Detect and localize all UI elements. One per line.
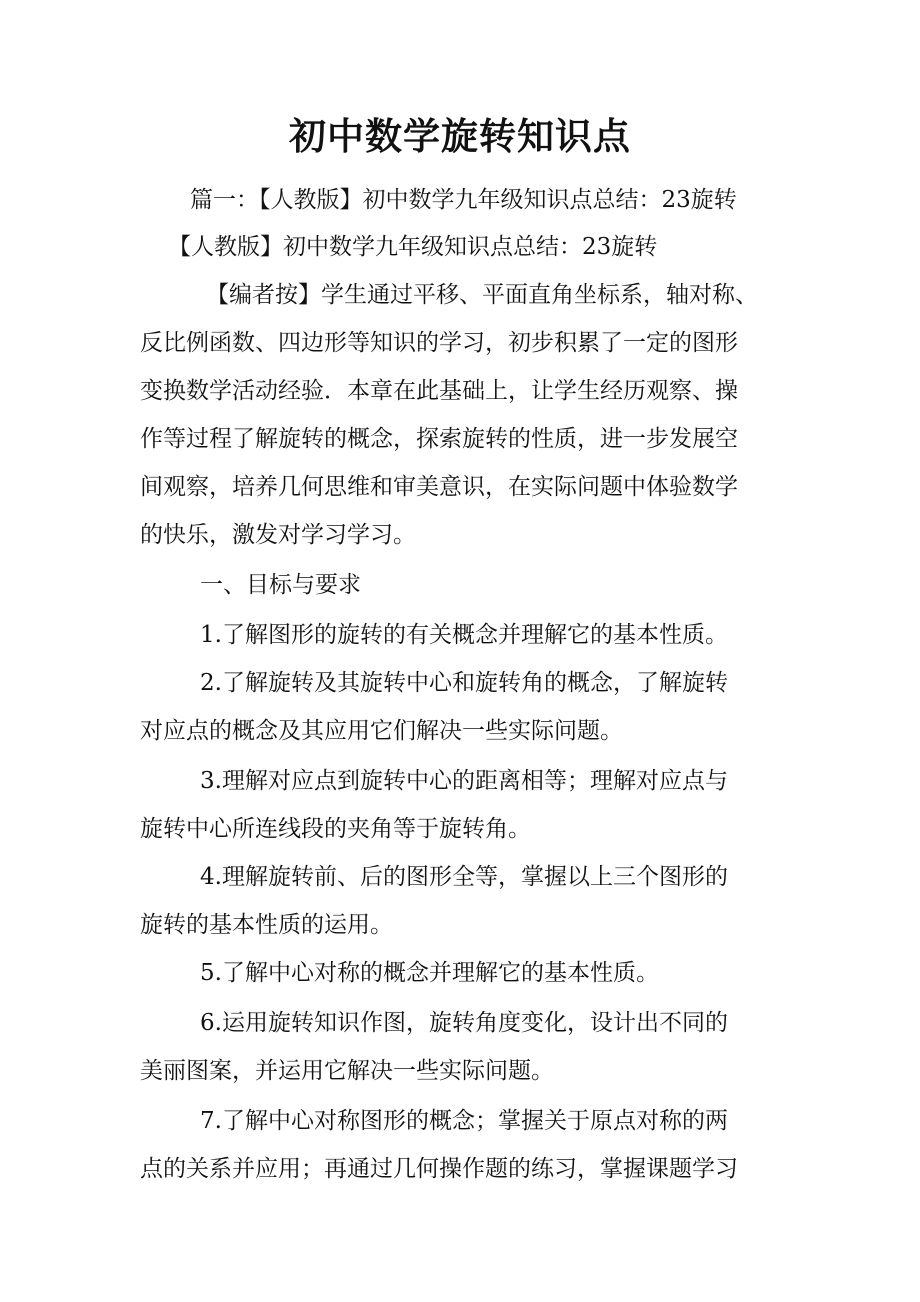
text-line: 5.了解中心对称的概念并理解它的基本性质。: [200, 960, 659, 986]
text-line: 作等过程了解旋转的概念，探索旋转的性质，进一步发展空: [140, 426, 738, 452]
document-title: 初中数学旋转知识点: [289, 114, 631, 158]
text-line: 3.理解对应点到旋转中心的距离相等；理解对应点与: [200, 768, 728, 794]
section-heading: 一、目标与要求: [200, 572, 361, 598]
text-line: 旋转的基本性质的运用。: [140, 912, 393, 938]
text-line: 变换数学活动经验．本章在此基础上，让学生经历观察、操: [140, 378, 738, 404]
text-line: 1.了解图形的旋转的有关概念并理解它的基本性质。: [200, 622, 728, 648]
text-line: 点的关系并应用；再通过几何操作题的练习，掌握课题学习: [140, 1156, 738, 1182]
text-line: 对应点的概念及其应用它们解决一些实际问题。: [140, 718, 623, 744]
text-line: 的快乐，激发对学习学习。: [140, 522, 416, 548]
text-line: 4.理解旋转前、后的图形全等，掌握以上三个图形的: [200, 864, 728, 890]
text-line: 美丽图案，并运用它解决一些实际问题。: [140, 1058, 554, 1084]
text-line: 间观察，培养几何思维和审美意识，在实际问题中体验数学: [140, 474, 738, 500]
text-line: 反比例函数、四边形等知识的学习，初步积累了一定的图形: [140, 330, 738, 356]
text-line: 6.运用旋转知识作图，旋转角度变化，设计出不同的: [200, 1010, 728, 1036]
text-line: 2.了解旋转及其旋转中心和旋转角的概念，了解旋转: [200, 670, 728, 696]
text-line: 【编者按】学生通过平移、平面直角坐标系，轴对称、: [206, 282, 758, 308]
text-line: 篇一：【人教版】初中数学九年级知识点总结：23旋转: [190, 187, 737, 213]
text-line: 旋转中心所连线段的夹角等于旋转角。: [140, 816, 531, 842]
text-line: 7.了解中心对称图形的概念；掌握关于原点对称的两: [200, 1108, 728, 1134]
text-line: 【人教版】初中数学九年级知识点总结：23旋转: [168, 234, 658, 260]
